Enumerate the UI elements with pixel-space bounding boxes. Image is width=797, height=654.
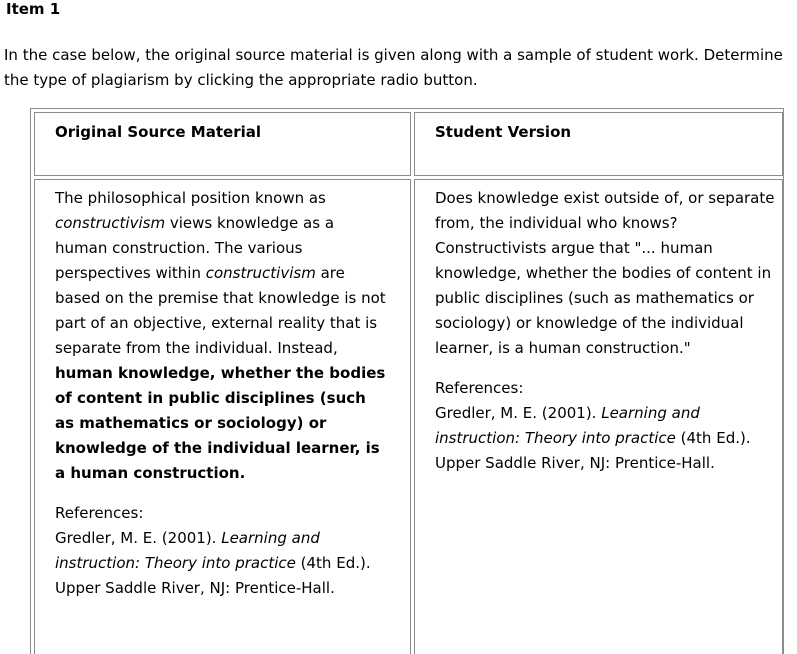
original-text-part-2: views knowledge as a human construction. The various perspectives within <box>55 214 335 282</box>
original-references <box>55 501 390 601</box>
original-text-part-1: The philosophical position known as <box>55 189 326 207</box>
header-cell-student <box>414 112 783 176</box>
student-version-header: Student Version <box>435 123 572 141</box>
student-version-text <box>435 186 775 476</box>
original-bold-passage: human knowledge, whether the bodies of content in public disciplines (such as mathematics or sociology) or knowledge of the individual learner, is a human construction. <box>55 364 386 482</box>
original-text-part-3: are based on the premise that knowledge is not part of an objective, external reality that is separate from the individual. Instead, <box>55 264 386 357</box>
student-references <box>435 376 775 476</box>
comparison-table <box>30 108 784 654</box>
original-ref-author: Gredler, M. E. (2001). <box>55 529 222 547</box>
original-source-header: Original Source Material <box>55 123 262 141</box>
item-title: Item 1 <box>6 0 61 18</box>
student-ref-author: Gredler, M. E. (2001). <box>435 404 602 422</box>
student-ref-rest: (4th Ed.). Upper Saddle River, NJ: Prentice-Hall. <box>435 429 751 472</box>
instructions-text: In the case below, the original source material is given along with a sample of student work. Determine the type of plagiarism by clicking the appropriate radio button. <box>4 46 783 89</box>
original-term-constructivism-2: constructivism <box>205 264 316 282</box>
original-ref-rest: (4th Ed.). Upper Saddle River, NJ: Prentice-Hall. <box>55 554 371 597</box>
original-ref-title: Learning and instruction: Theory into practice <box>55 529 320 572</box>
original-term-constructivism-1: constructivism <box>55 214 166 232</box>
header-cell-original <box>34 112 411 176</box>
original-references-label: References: <box>55 504 144 522</box>
original-source-cell <box>34 179 411 654</box>
student-ref-title: Learning and instruction: Theory into practice <box>435 404 700 447</box>
student-version-cell <box>414 179 783 654</box>
original-source-text <box>55 186 390 601</box>
student-references-label: References: <box>435 379 524 397</box>
student-text: Does knowledge exist outside of, or separate from, the individual who knows? Constructivists argue that "... human knowledge, whether the bodies of content in public disciplines (such as mathematics or sociology) or knowledge of the individual learner, is a human construction." <box>435 189 775 357</box>
